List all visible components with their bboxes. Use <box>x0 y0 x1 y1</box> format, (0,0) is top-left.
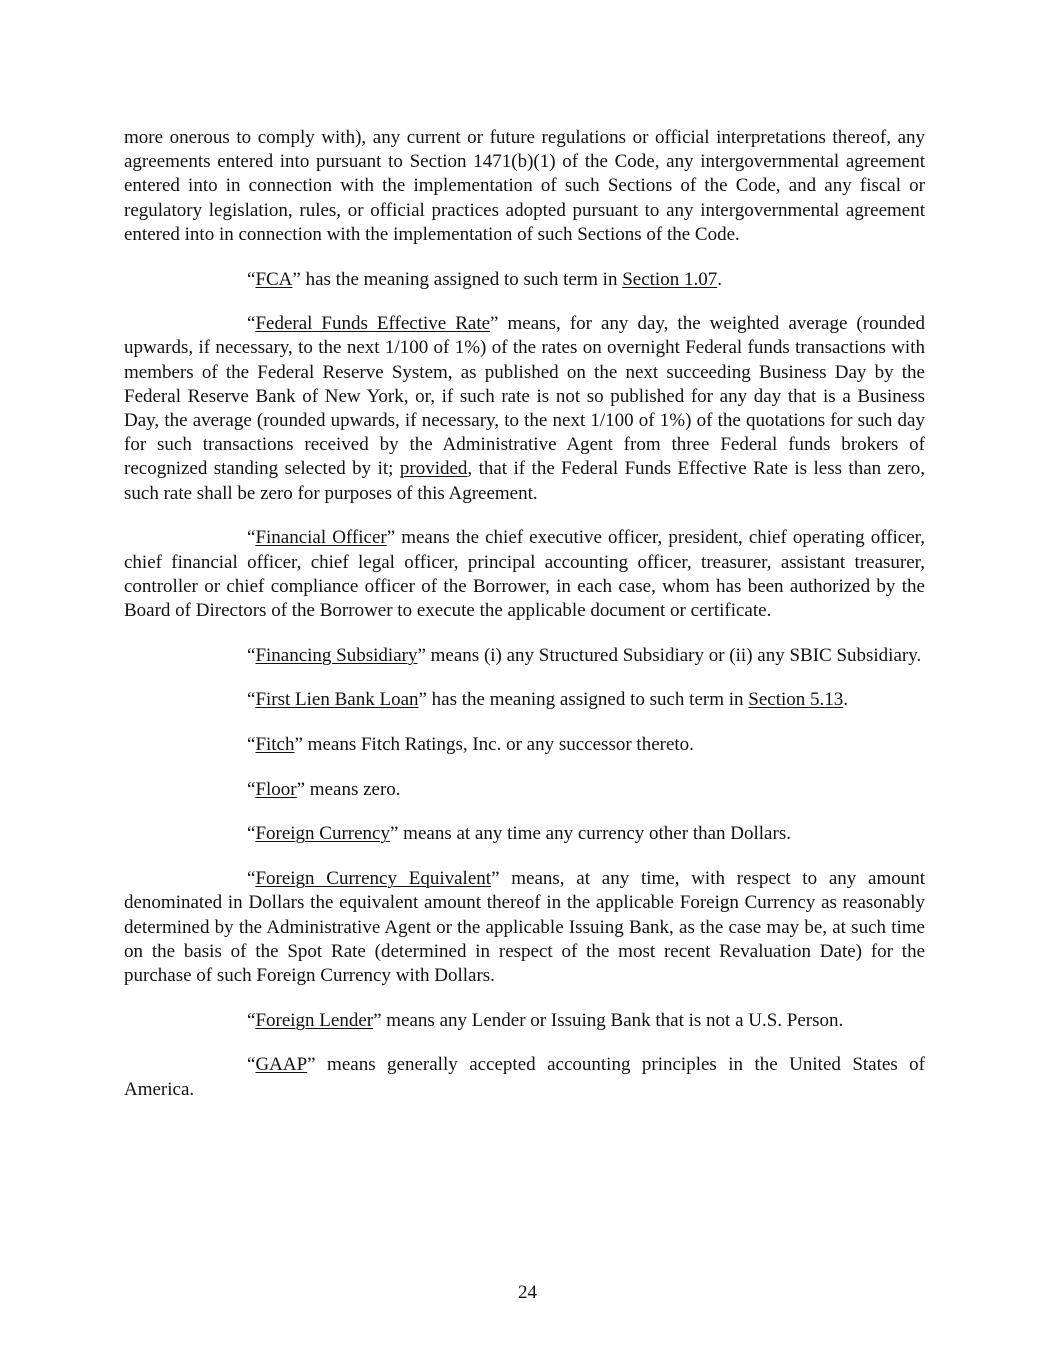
definition-text: ” means zero. <box>296 778 401 800</box>
defined-term: Foreign Lender <box>255 1009 374 1031</box>
defined-term: Floor <box>255 778 297 800</box>
defined-term: First Lien Bank Loan <box>255 689 419 711</box>
page-number: 24 <box>518 1282 537 1303</box>
definition-financing-subsidiary: “Financing Subsidiary” means (i) any Structured Subsidiary or (ii) any SBIC Subsidiary. <box>247 644 922 666</box>
defined-term: Federal Funds Effective Rate <box>255 313 491 335</box>
definition-text: ” means at any time any currency other than Dollars. <box>390 823 791 845</box>
document-body <box>124 126 925 1122</box>
definition-text: ” means the chief executive officer, president, chief operating officer, chief financial officer, chief legal officer, principal accounting officer, treasurer, assistant treasurer, controller or chief compliance officer of the Borrower, in each case, whom has been authorized by the Board of Directors of the Borrower to execute the applicable document or certificate. <box>124 527 925 621</box>
defined-term: FCA <box>255 268 293 290</box>
defined-term: GAAP <box>255 1054 308 1076</box>
defined-term: Foreign Currency Equivalent <box>255 868 492 890</box>
cross-reference: Section 1.07 <box>622 268 718 290</box>
definition-fitch: “Fitch” means Fitch Ratings, Inc. or any successor thereto. <box>247 734 694 756</box>
definition-text: ” has the meaning assigned to such term in <box>418 689 749 711</box>
definition-fca: “FCA” has the meaning assigned to such term in Section 1.07. <box>247 268 722 290</box>
definition-text: , that if the Federal Funds Effective Rate is less than zero, such rate shall be zero for purposes of this Agreement. <box>124 458 925 504</box>
defined-term: Fitch <box>255 734 295 756</box>
defined-term: Financing Subsidiary <box>255 644 418 666</box>
definition-foreign-lender: “Foreign Lender” means any Lender or Issuing Bank that is not a U.S. Person. <box>247 1009 844 1031</box>
continuation-paragraph: more onerous to comply with), any current or future regulations or official interpretations thereof, any agreements entered into pursuant to Section 1471(b)(1) of the Code, any intergovernmental agreement entered into in connection with the implementation of such Sections of the Code, and any fiscal or regulatory legislation, rules, or official practices adopted pursuant to any intergovernmental agreement entered into in connection with the implementation of such Sections of the Code. <box>124 127 925 245</box>
definition-floor: “Floor” means zero. <box>247 778 401 800</box>
proviso-term: provided <box>399 458 468 480</box>
definition-text: ” means Fitch Ratings, Inc. or any successor thereto. <box>294 734 694 756</box>
definition-text: ” means, for any day, the weighted average (rounded upwards, if necessary, to the next 1/100 of 1%) of the rates on overnight Federal funds transactions with members of the Federal Reserve System, as published on the next succeeding Business Day by the Federal Reserve Bank of New York, or, if such rate is not so published for any day that is a Business Day, the average (rounded upwards, if necessary, to the next 1/100 of 1%) of the quotations for such day for such transactions received by the Administrative Agent from three Federal funds brokers of recognized standing selected by it; <box>124 313 926 480</box>
definition-foreign-currency-equivalent: “Foreign Currency Equivalent” means, at any time, with respect to any amount denominated in Dollars the equivalent amount thereof in the applicable Foreign Currency as reasonably determined by the Administrative Agent or the applicable Issuing Bank, as the case may be, at such time on the basis of the Spot Rate (determined in respect of the most recent Revaluation Date) for the purchase of such Foreign Currency with Dollars. <box>124 868 926 986</box>
definition-foreign-currency: “Foreign Currency” means at any time any currency other than Dollars. <box>247 823 791 845</box>
definition-text: ” means (i) any Structured Subsidiary or (ii) any SBIC Subsidiary. <box>417 644 922 666</box>
definition-text: ” has the meaning assigned to such term in <box>292 268 623 290</box>
definition-gaap: “GAAP” means generally accepted accounting principles in the United States of America. <box>124 1054 925 1100</box>
definition-text: ” means any Lender or Issuing Bank that is not a U.S. Person. <box>373 1009 844 1031</box>
defined-term: Foreign Currency <box>255 823 390 845</box>
defined-term: Financial Officer <box>255 527 387 549</box>
cross-reference: Section 5.13 <box>748 689 844 711</box>
definition-text: . <box>843 689 849 711</box>
definition-federal-funds-effective-rate: “Federal Funds Effective Rate” means, for any day, the weighted average (rounded upwards, if necessary, to the next 1/100 of 1%) of the rates on overnight Federal funds transactions with members of the Federal Reserve System, as published on the next succeeding Business Day by the Federal Reserve Bank of New York, or, if such rate is not so published for any day that is a Business Day, the average (rounded upwards, if necessary, to the next 1/100 of 1%) of the quotations for such day for such transactions received by the Administrative Agent from three Federal funds brokers of recognized standing selected by it; provided, that if the Federal Funds Effective Rate is less than zero, such rate shall be zero for purposes of this Agreement. <box>124 313 926 504</box>
definition-first-lien-bank-loan: “First Lien Bank Loan” has the meaning assigned to such term in Section 5.13. <box>247 689 849 711</box>
definition-text: . <box>717 268 722 290</box>
definition-text: ” means, at any time, with respect to any amount denominated in Dollars the equivalent amount thereof in the applicable Foreign Currency as reasonably determined by the Administrative Agent or the applicable Issuing Bank, as the case may be, at such time on the basis of the Spot Rate (determined in respect of the most recent Revaluation Date) for the purchase of such Foreign Currency with Dollars. <box>124 868 926 986</box>
definition-financial-officer: “Financial Officer” means the chief executive officer, president, chief operating officer, chief financial officer, chief legal officer, principal accounting officer, treasurer, assistant treasurer, controller or chief compliance officer of the Borrower, in each case, whom has been authorized by the Board of Directors of the Borrower to execute the applicable document or certificate. <box>124 527 925 621</box>
definition-text: ” means generally accepted accounting principles in the United States of America. <box>124 1054 925 1100</box>
